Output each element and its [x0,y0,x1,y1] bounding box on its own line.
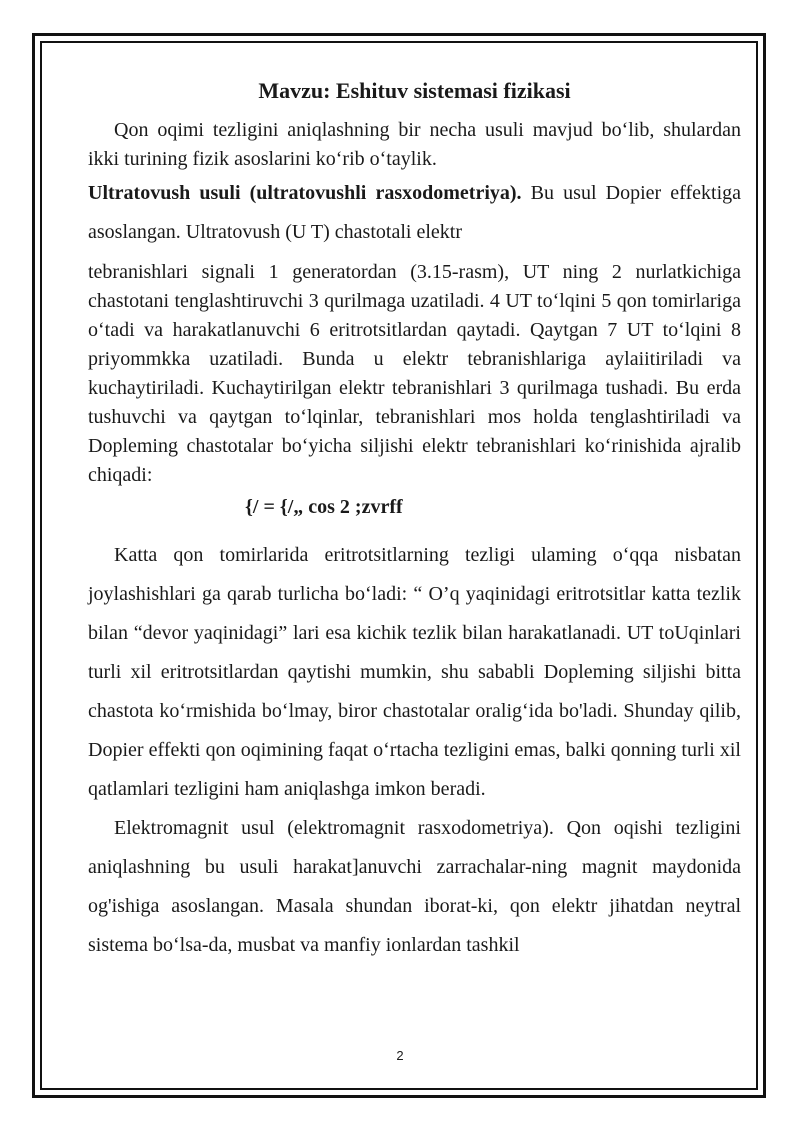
paragraph-electromagnetic-method: Elektromagnit usul (elektromagnit rasxodometriya). Qon oqishi tezligini aniqlashning bu usuli harakat]anuvchi zarrachalar-ning magnit maydonida og'ishiga asoslangan. Masala shundan iborat-ki, qon elektr jihatdan neytral sistema bo‘lsa-da, musbat va manfiy ionlardan tashkil [88,817,741,956]
paragraph-intro: Qon oqimi tezligini aniqlashning bir necha usuli mavjud bo‘lib, shulardan ikki turining fizik asoslarini ko‘rib o‘taylik. [88,119,741,170]
doppler-formula: {/ = {/„ cos 2 ;zvrff [245,496,403,518]
paragraph-ultrasound-intro [88,174,741,252]
page-content [88,70,741,965]
page-number: 2 [396,1048,404,1063]
document-title: Mavzu: Eshituv sistemasi fizikasi [258,78,571,103]
paragraph-ultrasound-process: tebranishlari signali 1 generatordan (3.15-rasm), UT ning 2 nurlatkichiga chastotani tenglashtiruvchi 3 qurilmaga uzatiladi. 4 UT to‘lqini 5 qon tomirlariga o‘tadi va harakatlanuvchi 6 eritrotsitlardan qaytadi. Qaytgan 7 UT to‘lqini 8 priyommkka uzatiladi. Bunda u elektr tebranishlariga aylaiitiriladi va kuchaytiriladi. Kuchaytirilgan elektr tebranishlari 3 qurilmaga tushadi. Bu erda tushuvchi va qaytgan to‘lqinlar, tebranishlari mos holda tenglashtiriladi va Dopleming chastotalar bo‘yicha siljishi elektr tebranishlari ko‘rinishida ajralib chiqadi: [88,261,741,486]
ultrasound-method-heading: Ultratovush usuli (ultratovushli rasxodometriya). [88,182,522,204]
paragraph-erythrocyte-velocity: Katta qon tomirlarida eritrotsitlarning tezligi ulaming o‘qqa nisbatan joylashishlari ga qarab turlicha bo‘ladi: “ O’q yaqinidagi eritrotsitlar katta tezlik bilan “devor yaqinidagi” lari esa kichik tezlik bilan harakatlanadi. UT toUqinlari turli xil eritrotsitlardan qaytishi mumkin, shu sababli Dopleming siljishi bitta chastota ko‘rmishida bo‘lmay, biror chastotalar oralig‘ida bo'ladi. Shunday qilib, Dopier effekti qon oqimining faqat o‘rtacha tezligini emas, balki qonning turli xil qatlamlari tezligini ham aniqlashga imkon beradi. [88,544,741,800]
ultrasound-method-text: Bu usul Dopier effektiga asoslangan. Ultratovush (U T) chastotali elektr [88,182,742,243]
